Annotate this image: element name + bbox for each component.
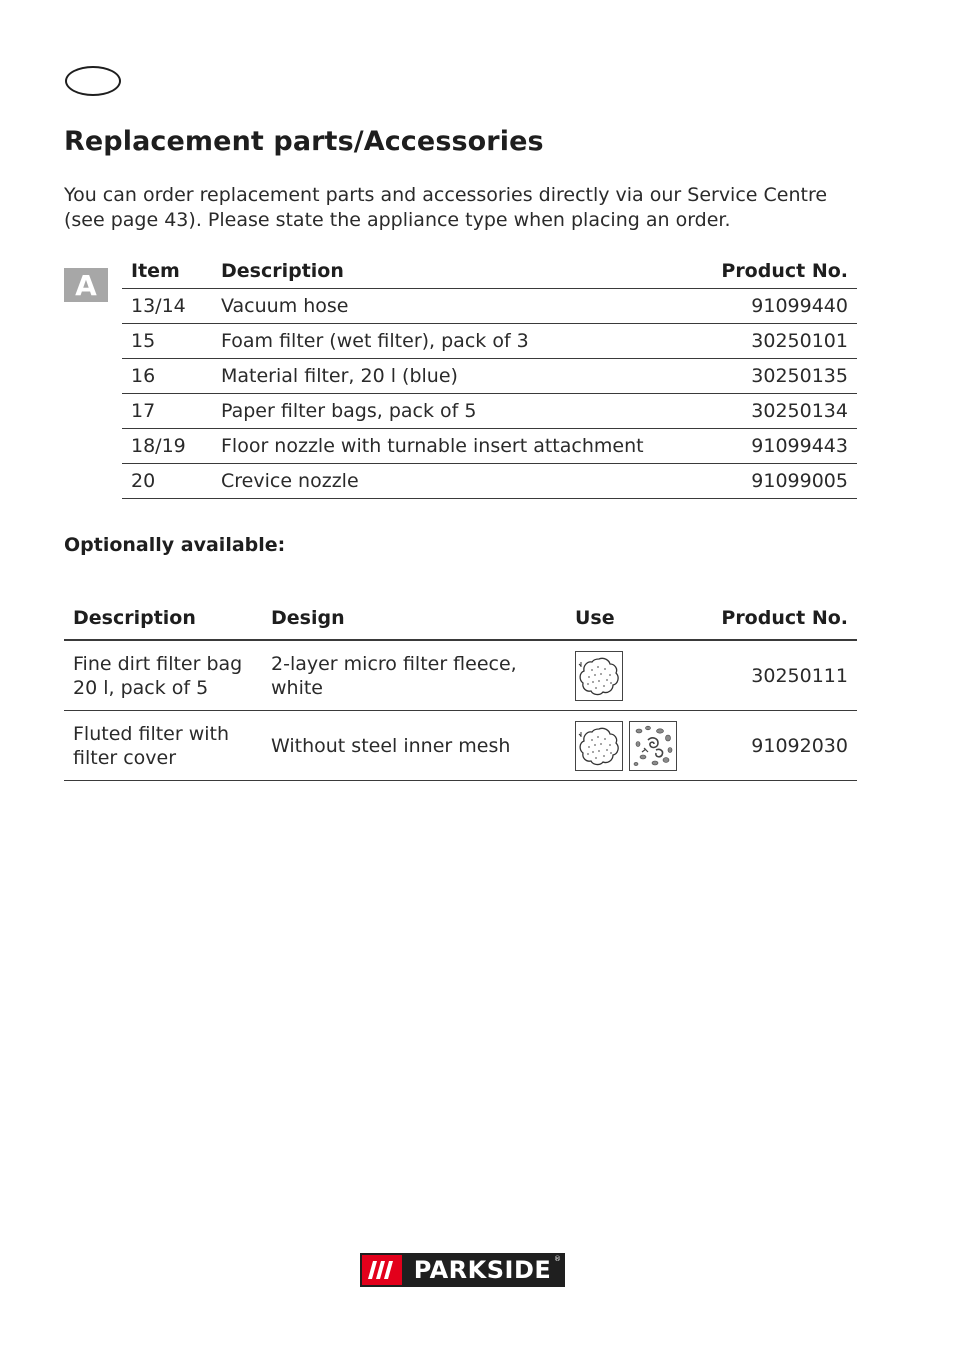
- table-row: [122, 324, 857, 359]
- table-row: [122, 394, 857, 429]
- fine-dust-icon: [575, 651, 623, 701]
- optional-description: [64, 711, 262, 781]
- product-number: 91099440: [698, 289, 857, 324]
- item-number: 18/19: [122, 429, 212, 464]
- optional-description: [64, 640, 262, 711]
- table-row: [122, 289, 857, 324]
- table-row: [122, 464, 857, 499]
- header-product-no: Product No.: [698, 254, 857, 289]
- item-description: Vacuum hose: [212, 289, 698, 324]
- fine-dust-icon: [575, 721, 623, 771]
- optional-use: [566, 640, 704, 711]
- header-design: Design: [262, 596, 566, 640]
- optional-design: Without steel inner mesh: [262, 711, 566, 781]
- item-description: Crevice nozzle: [212, 464, 698, 499]
- page-title: Replacement parts/Accessories: [64, 126, 544, 157]
- item-number: 13/14: [122, 289, 212, 324]
- item-number: 17: [122, 394, 212, 429]
- description-line: Fluted filter with: [73, 722, 230, 745]
- description-line: filter cover: [73, 746, 177, 769]
- header-product-no: Product No.: [704, 596, 857, 640]
- item-description: Floor nozzle with turnable insert attachment: [212, 429, 698, 464]
- product-number: 91099005: [698, 464, 857, 499]
- header-item: Item: [122, 254, 212, 289]
- header-description: Description: [212, 254, 698, 289]
- product-number: 30250134: [698, 394, 857, 429]
- registered-mark: ®: [554, 1255, 561, 1263]
- product-number: 91099443: [698, 429, 857, 464]
- product-number: 91092030: [704, 711, 857, 781]
- header-use: Use: [566, 596, 704, 640]
- item-description: Paper filter bags, pack of 5: [212, 394, 698, 429]
- item-description: Material filter, 20 l (blue): [212, 359, 698, 394]
- language-indicator: [65, 66, 121, 96]
- description-line: 20 l, pack of 5: [73, 676, 209, 699]
- table-row: [64, 711, 857, 781]
- product-number: 30250101: [698, 324, 857, 359]
- coarse-dirt-icon: [629, 721, 677, 771]
- item-number: 20: [122, 464, 212, 499]
- brand-name: PARKSIDE: [413, 1256, 552, 1284]
- optional-use: [566, 711, 704, 781]
- parts-table: [122, 254, 857, 499]
- product-number: 30250111: [704, 640, 857, 711]
- optional-table-header: [64, 596, 857, 640]
- item-description: Foam filter (wet filter), pack of 3: [212, 324, 698, 359]
- optional-section-title: Optionally available:: [64, 534, 286, 556]
- figure-badge: A: [64, 268, 108, 302]
- table-row: [122, 429, 857, 464]
- parts-table-header: [122, 254, 857, 289]
- product-number: 30250135: [698, 359, 857, 394]
- item-number: 15: [122, 324, 212, 359]
- optional-table: [64, 596, 857, 781]
- item-number: 16: [122, 359, 212, 394]
- optional-design: 2-layer micro filter fleece, white: [262, 640, 566, 711]
- parkside-logo: [360, 1253, 565, 1287]
- table-row: [64, 640, 857, 711]
- description-line: Fine dirt filter bag: [73, 652, 243, 675]
- intro-text: You can order replacement parts and accessories directly via our Service Centre (see page 43). Please state the appliance type when placing an order.: [64, 184, 828, 231]
- logo-stripes-icon: [362, 1255, 402, 1285]
- header-description: Description: [64, 596, 262, 640]
- table-row: [122, 359, 857, 394]
